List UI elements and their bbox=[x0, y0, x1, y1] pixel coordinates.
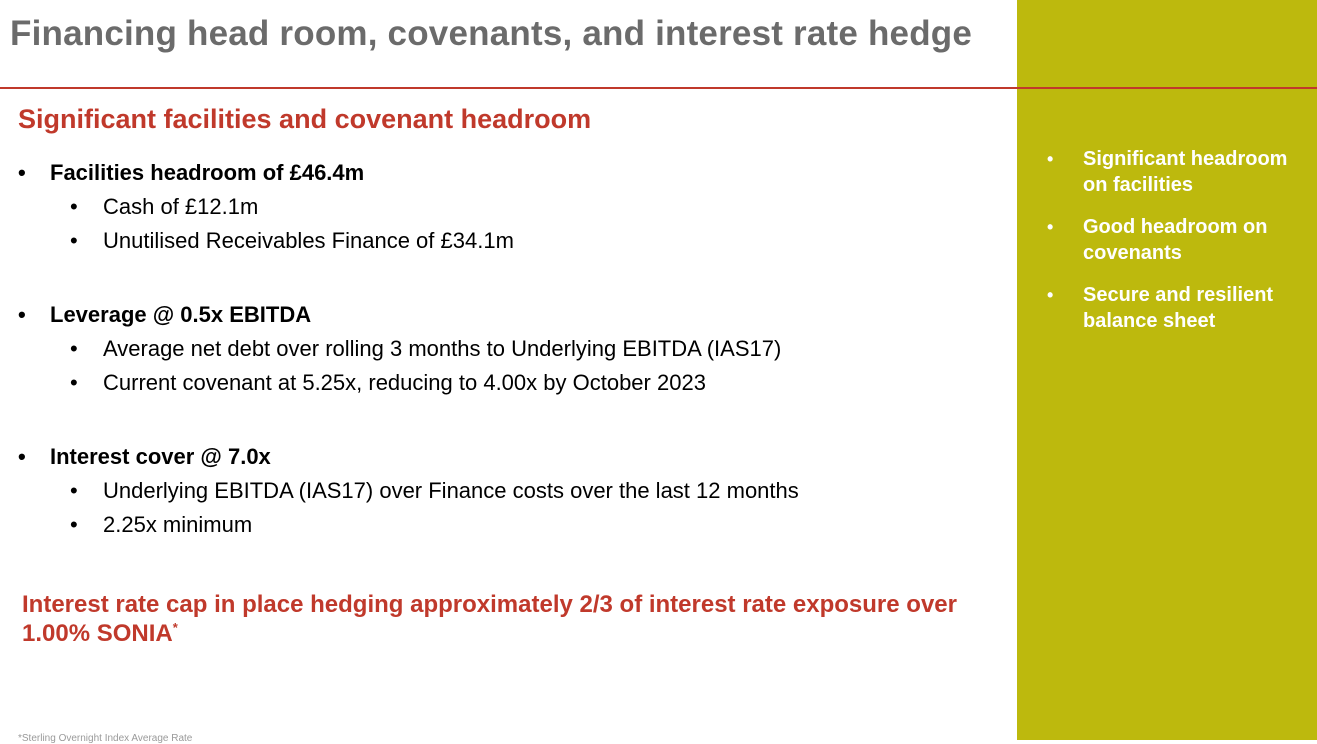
hedge-note-text: Interest rate cap in place hedging approximately 2/3 of interest rate exposure over 1.00% SONIA bbox=[22, 591, 957, 647]
side-point-text: Significant headroom on facilities bbox=[1083, 148, 1288, 196]
bullet-dot-icon: • bbox=[18, 302, 26, 327]
sub-bullet-item bbox=[18, 474, 1008, 508]
bullet-dot-icon: • bbox=[18, 444, 26, 469]
side-panel bbox=[1017, 0, 1317, 740]
bullet-dot-icon: • bbox=[1047, 149, 1054, 169]
sub-bullet-text: Average net debt over rolling 3 months to Underlying EBITDA (IAS17) bbox=[103, 336, 782, 361]
sub-bullet-item bbox=[18, 224, 1008, 258]
bullet-label: Interest cover @ 7.0x bbox=[50, 444, 271, 469]
bullet-dot-icon: • bbox=[1047, 285, 1054, 305]
bullet-dot-icon: • bbox=[70, 512, 78, 537]
side-point bbox=[1047, 214, 1309, 266]
slide-title: Financing head room, covenants, and interest rate hedge bbox=[10, 14, 973, 53]
bullet-dot-icon: • bbox=[1047, 217, 1054, 237]
side-key-points bbox=[1047, 146, 1309, 350]
side-point-text: Secure and resilient balance sheet bbox=[1083, 284, 1274, 332]
bullet-item bbox=[18, 156, 1008, 190]
bullet-item bbox=[18, 298, 1008, 332]
bullet-list bbox=[18, 156, 1008, 542]
bullet-label: Leverage @ 0.5x EBITDA bbox=[50, 302, 312, 327]
bullet-group-leverage bbox=[18, 298, 1008, 400]
section-heading: Significant facilities and covenant headroom bbox=[18, 104, 592, 134]
sub-bullet-text: Unutilised Receivables Finance of £34.1m bbox=[103, 228, 514, 253]
footnote-marker: * bbox=[172, 620, 178, 635]
footnote: *Sterling Overnight Index Average Rate bbox=[18, 733, 193, 744]
sub-bullet-text: Cash of £12.1m bbox=[103, 194, 259, 219]
bullet-group-interest-cover bbox=[18, 440, 1008, 542]
sub-bullet-item bbox=[18, 508, 1008, 542]
bullet-dot-icon: • bbox=[70, 370, 78, 395]
side-point bbox=[1047, 282, 1309, 334]
bullet-dot-icon: • bbox=[70, 478, 78, 503]
sub-bullet-item bbox=[18, 332, 1008, 366]
bullet-group-facilities bbox=[18, 156, 1008, 258]
bullet-dot-icon: • bbox=[70, 228, 78, 253]
bullet-item bbox=[18, 440, 1008, 474]
sub-bullet-text: Current covenant at 5.25x, reducing to 4.00x by October 2023 bbox=[103, 370, 706, 395]
bullet-dot-icon: • bbox=[18, 160, 26, 185]
sub-bullet-text: 2.25x minimum bbox=[103, 512, 253, 537]
bullet-label: Facilities headroom of £46.4m bbox=[50, 160, 365, 185]
bullet-dot-icon: • bbox=[70, 336, 78, 361]
title-divider bbox=[0, 87, 1317, 89]
bullet-dot-icon: • bbox=[70, 194, 78, 219]
side-point bbox=[1047, 146, 1309, 198]
sub-bullet-item bbox=[18, 366, 1008, 400]
hedge-note bbox=[22, 590, 982, 648]
sub-bullet-text: Underlying EBITDA (IAS17) over Finance costs over the last 12 months bbox=[103, 478, 799, 503]
side-point-text: Good headroom on covenants bbox=[1083, 216, 1268, 264]
sub-bullet-item bbox=[18, 190, 1008, 224]
